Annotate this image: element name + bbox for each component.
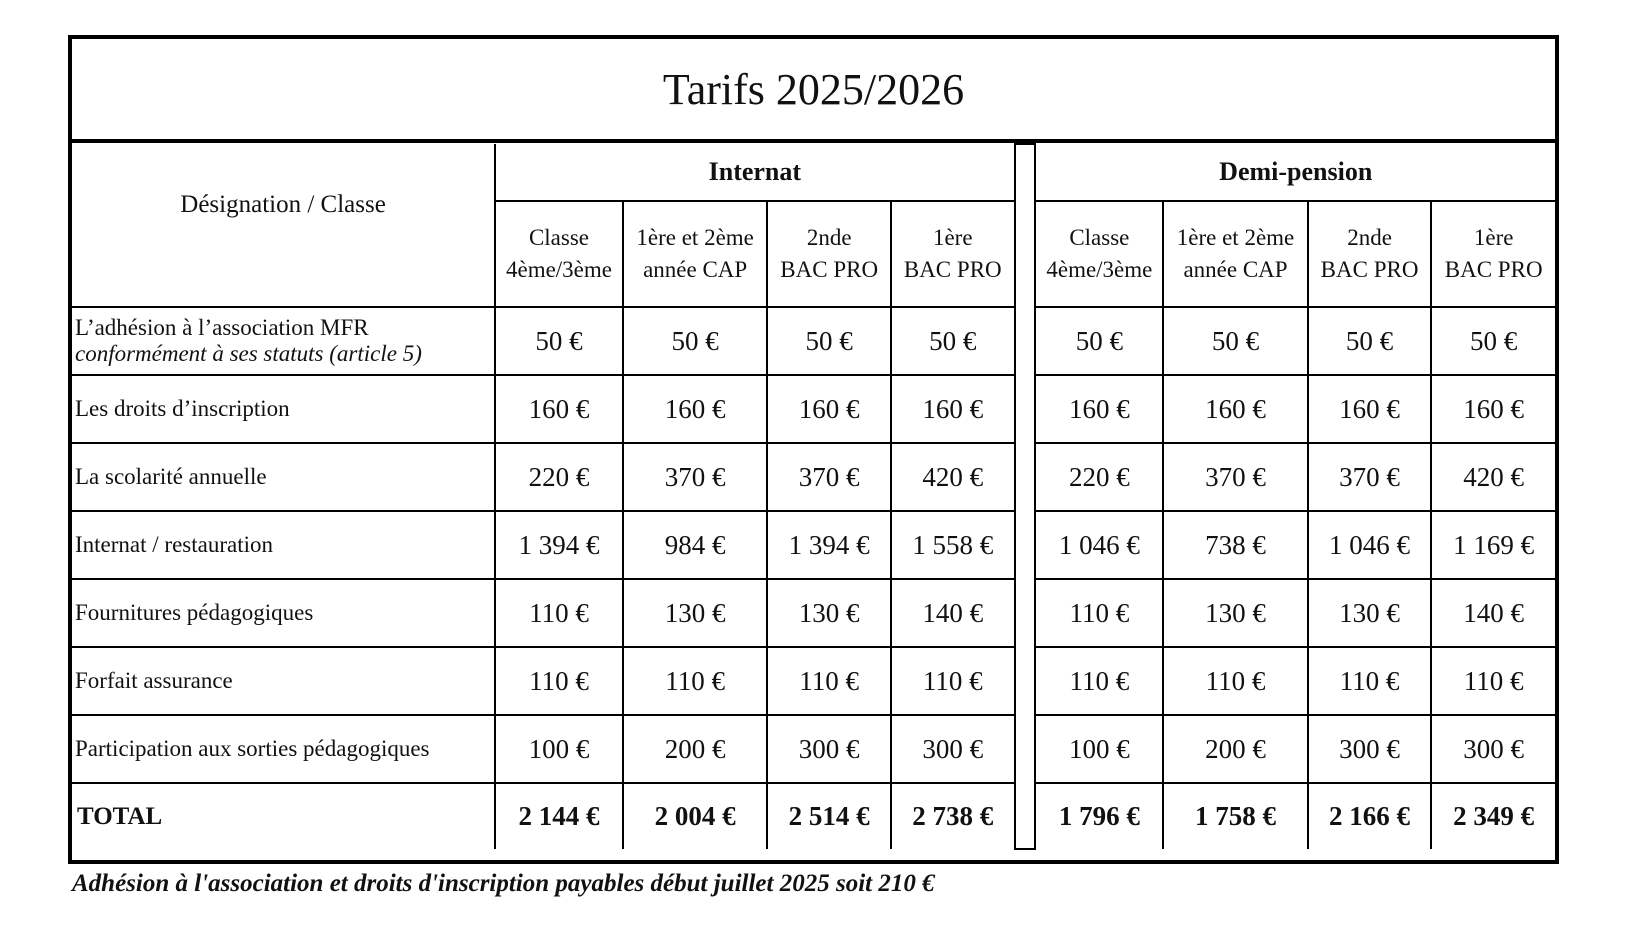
row-label-text: Participation aux sorties pédagogiques [75, 736, 430, 761]
row-label-text: TOTAL [77, 802, 163, 830]
row-label-text: L’adhésion à l’association MFR [75, 315, 369, 340]
row-label-text: Les droits d’inscription [75, 396, 290, 421]
row-label-text: La scolarité annuelle [75, 464, 267, 489]
price-cell-internat: 50 € [623, 307, 768, 375]
price-cell-demi-pension: 110 € [1431, 647, 1555, 715]
price-cell-demi-pension: 130 € [1308, 579, 1432, 647]
price-cell-internat: 370 € [767, 443, 891, 511]
group-separator [1015, 144, 1036, 849]
row-label [72, 307, 495, 375]
price-cell-internat: 1 558 € [891, 511, 1015, 579]
price-cell-internat: 1 394 € [495, 511, 623, 579]
price-cell-demi-pension: 300 € [1431, 715, 1555, 783]
price-cell-demi-pension: 50 € [1163, 307, 1308, 375]
class-header-line-2: année CAP [1183, 257, 1288, 282]
price-cell-internat: 2 738 € [891, 783, 1015, 849]
table-row [72, 375, 1555, 443]
price-cell-internat: 370 € [623, 443, 768, 511]
payment-note: Adhésion à l'association et droits d'inscription payables début juillet 2025 soit 210 € [72, 870, 935, 897]
price-cell-demi-pension: 110 € [1163, 647, 1308, 715]
group-header-internat: Internat [495, 144, 1014, 201]
total-label [72, 783, 495, 849]
class-header-line-2: BAC PRO [1444, 257, 1543, 282]
price-cell-demi-pension: 300 € [1308, 715, 1432, 783]
row-label [72, 443, 495, 511]
class-header-line-1: 2nde [1347, 225, 1392, 250]
row-label [72, 647, 495, 715]
total-row [72, 783, 1555, 849]
price-cell-demi-pension: 1 169 € [1431, 511, 1555, 579]
price-cell-internat: 160 € [495, 375, 623, 443]
class-header-line-1: 2nde [806, 225, 852, 250]
price-cell-demi-pension: 160 € [1035, 375, 1163, 443]
price-cell-internat: 140 € [891, 579, 1015, 647]
price-cell-internat: 160 € [623, 375, 768, 443]
price-cell-internat: 2 514 € [767, 783, 891, 849]
price-cell-demi-pension: 1 758 € [1163, 783, 1308, 849]
price-cell-internat: 110 € [891, 647, 1015, 715]
row-label [72, 375, 495, 443]
class-header-demi-pension-4 [1431, 201, 1555, 307]
designation-header: Désignation / Classe [72, 144, 495, 307]
row-label [72, 715, 495, 783]
class-header-demi-pension-1 [1035, 201, 1163, 307]
price-cell-internat: 50 € [767, 307, 891, 375]
row-label [72, 579, 495, 647]
table-row [72, 579, 1555, 647]
class-header-internat-3 [767, 201, 891, 307]
price-cell-internat: 110 € [495, 579, 623, 647]
price-cell-demi-pension: 50 € [1308, 307, 1432, 375]
class-header-internat-4 [891, 201, 1015, 307]
table-row [72, 443, 1555, 511]
price-cell-demi-pension: 220 € [1035, 443, 1163, 511]
price-cell-demi-pension: 200 € [1163, 715, 1308, 783]
price-cell-demi-pension: 370 € [1163, 443, 1308, 511]
price-cell-demi-pension: 130 € [1163, 579, 1308, 647]
row-label-text: Forfait assurance [75, 668, 233, 693]
group-header-demi-pension: Demi-pension [1035, 144, 1555, 201]
table-row [72, 715, 1555, 783]
price-cell-demi-pension: 1 796 € [1035, 783, 1163, 849]
class-header-demi-pension-3 [1308, 201, 1432, 307]
price-cell-demi-pension: 2 166 € [1308, 783, 1432, 849]
price-cell-demi-pension: 140 € [1431, 579, 1555, 647]
price-cell-internat: 200 € [623, 715, 768, 783]
class-header-line-2: BAC PRO [903, 257, 1002, 282]
class-header-line-1: 1ère et 2ème [1176, 225, 1295, 250]
price-cell-demi-pension: 2 349 € [1431, 783, 1555, 849]
price-cell-internat: 2 144 € [495, 783, 623, 849]
table-row [72, 511, 1555, 579]
price-cell-demi-pension: 110 € [1308, 647, 1432, 715]
price-cell-internat: 110 € [767, 647, 891, 715]
price-cell-demi-pension: 420 € [1431, 443, 1555, 511]
price-cell-demi-pension: 1 046 € [1035, 511, 1163, 579]
price-cell-internat: 110 € [623, 647, 768, 715]
price-cell-internat: 984 € [623, 511, 768, 579]
class-header-internat-2 [623, 201, 768, 307]
class-header-demi-pension-2 [1163, 201, 1308, 307]
price-cell-internat: 130 € [623, 579, 768, 647]
price-cell-internat: 300 € [891, 715, 1015, 783]
price-cell-demi-pension: 160 € [1308, 375, 1432, 443]
price-cell-demi-pension: 160 € [1431, 375, 1555, 443]
table-row [72, 647, 1555, 715]
price-cell-internat: 50 € [891, 307, 1015, 375]
price-cell-demi-pension: 110 € [1035, 647, 1163, 715]
class-header-line-1: 1ère et 2ème [636, 225, 754, 250]
class-header-line-2: 4ème/3ème [505, 257, 612, 282]
row-label-text: Internat / restauration [75, 532, 273, 557]
price-cell-internat: 220 € [495, 443, 623, 511]
price-cell-internat: 1 394 € [767, 511, 891, 579]
tarifs-sheet [68, 35, 1559, 864]
price-cell-demi-pension: 110 € [1035, 579, 1163, 647]
price-cell-demi-pension: 100 € [1035, 715, 1163, 783]
price-cell-demi-pension: 50 € [1431, 307, 1555, 375]
class-header-internat-1 [495, 201, 623, 307]
price-cell-demi-pension: 50 € [1035, 307, 1163, 375]
price-cell-internat: 110 € [495, 647, 623, 715]
row-label-subtext: conformément à ses statuts (article 5) [75, 341, 422, 366]
price-cell-demi-pension: 160 € [1163, 375, 1308, 443]
price-cell-internat: 160 € [767, 375, 891, 443]
tarifs-table [72, 143, 1555, 850]
class-header-line-1: 1ère [932, 225, 973, 250]
price-cell-demi-pension: 738 € [1163, 511, 1308, 579]
class-header-line-1: Classe [528, 225, 590, 250]
price-cell-demi-pension: 370 € [1308, 443, 1432, 511]
price-cell-internat: 100 € [495, 715, 623, 783]
class-header-line-1: 1ère [1473, 225, 1514, 250]
price-cell-internat: 130 € [767, 579, 891, 647]
class-header-line-2: BAC PRO [780, 257, 879, 282]
price-cell-internat: 50 € [495, 307, 623, 375]
class-header-line-1: Classe [1069, 225, 1130, 250]
class-header-line-2: 4ème/3ème [1046, 257, 1153, 282]
price-cell-demi-pension: 1 046 € [1308, 511, 1432, 579]
price-cell-internat: 300 € [767, 715, 891, 783]
row-label-text: Fournitures pédagogiques [75, 600, 314, 625]
table-row [72, 307, 1555, 375]
row-label [72, 511, 495, 579]
page-title: Tarifs 2025/2026 [72, 39, 1555, 143]
price-cell-internat: 160 € [891, 375, 1015, 443]
class-header-line-2: année CAP [643, 257, 748, 282]
price-cell-internat: 420 € [891, 443, 1015, 511]
price-cell-internat: 2 004 € [623, 783, 768, 849]
class-header-line-2: BAC PRO [1320, 257, 1419, 282]
